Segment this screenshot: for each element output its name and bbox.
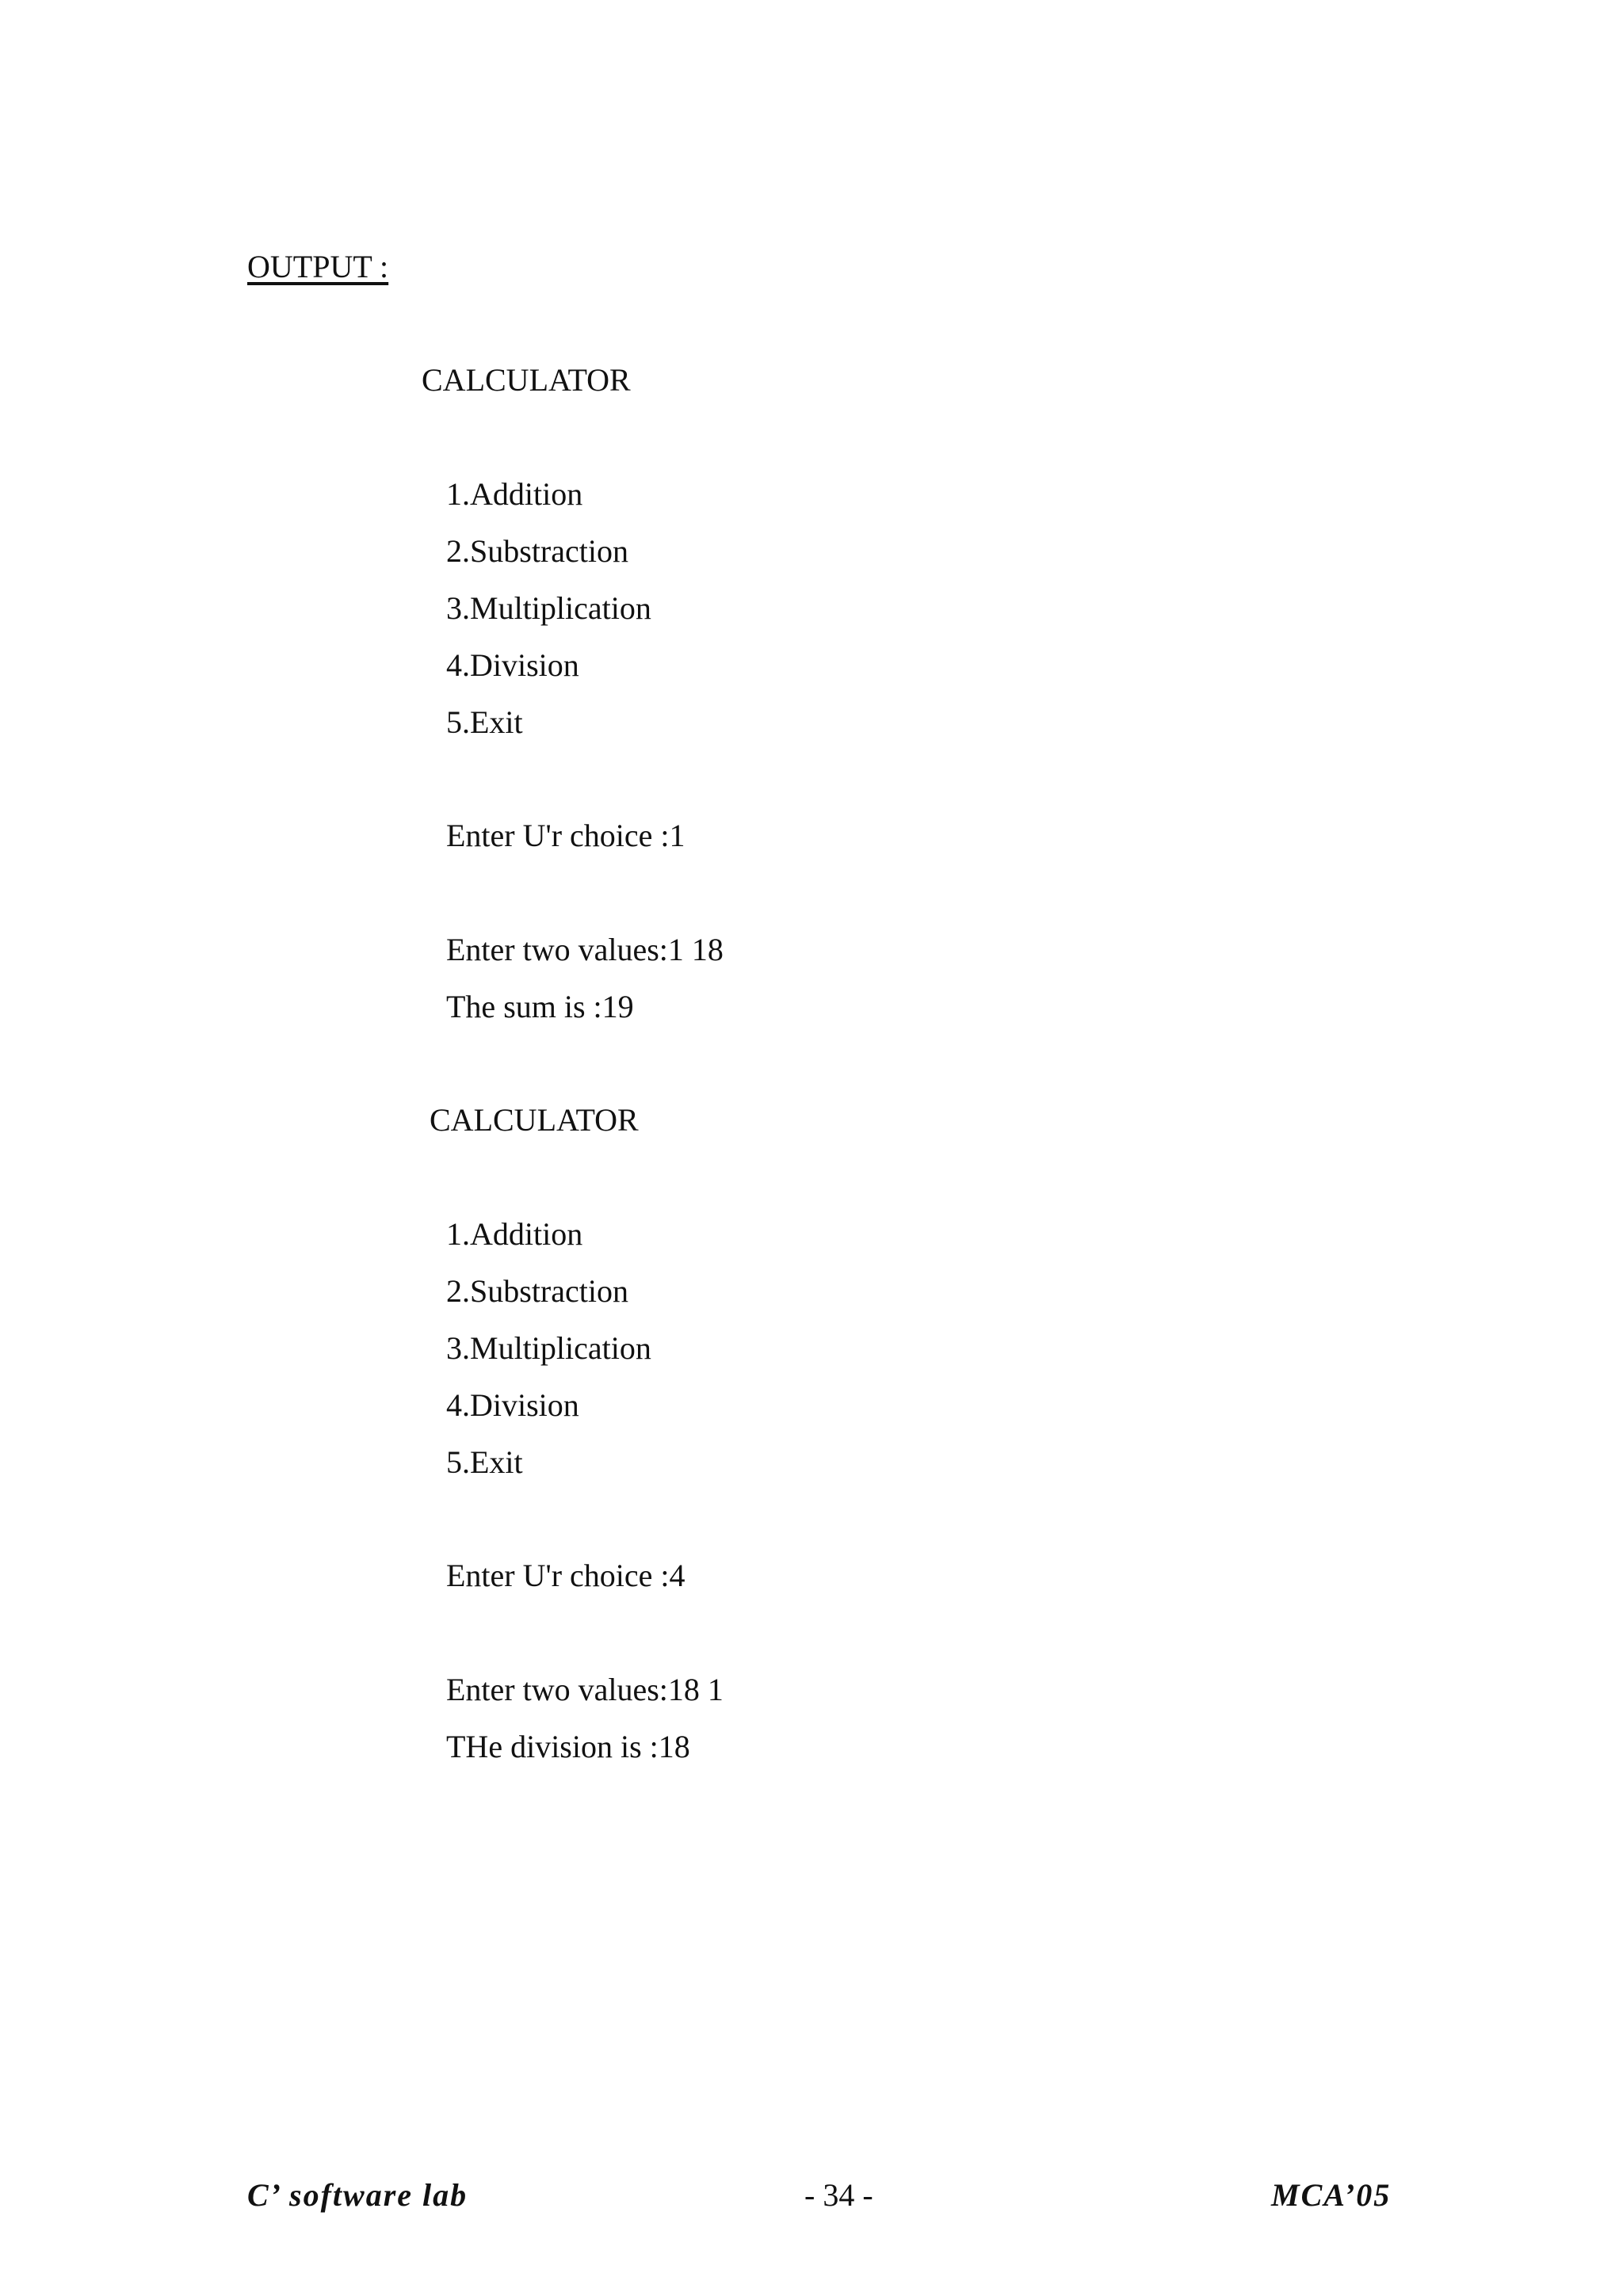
menu-item-exit-1: 5.Exit	[446, 704, 523, 740]
menu-item-multiplication-2: 3.Multiplication	[446, 1330, 651, 1366]
menu-item-division-2: 4.Division	[446, 1387, 579, 1423]
menu-item-exit-2: 5.Exit	[446, 1444, 523, 1480]
output-heading: OUTPUT :	[247, 249, 389, 284]
choice-prompt-2: Enter U'r choice :4	[446, 1558, 685, 1593]
menu-item-substraction-1: 2.Substraction	[446, 533, 628, 569]
values-prompt-1: Enter two values:1 18	[446, 932, 724, 967]
menu-item-multiplication-1: 3.Multiplication	[446, 590, 651, 626]
menu-item-addition-2: 1.Addition	[446, 1216, 583, 1252]
footer-class-code: MCA’05	[1271, 2177, 1392, 2213]
menu-item-addition-1: 1.Addition	[446, 476, 583, 512]
calculator-title-1: CALCULATOR	[422, 362, 631, 398]
choice-prompt-1: Enter U'r choice :1	[446, 818, 685, 853]
result-line-1: The sum is :19	[446, 989, 634, 1024]
calculator-title-2: CALCULATOR	[430, 1102, 639, 1138]
menu-item-division-1: 4.Division	[446, 647, 579, 683]
result-line-2: THe division is :18	[446, 1729, 690, 1764]
footer-page-number: - 34 -	[804, 2177, 873, 2213]
values-prompt-2: Enter two values:18 1	[446, 1672, 724, 1707]
menu-item-substraction-2: 2.Substraction	[446, 1273, 628, 1309]
footer-course-name: C’ software lab	[247, 2177, 468, 2213]
